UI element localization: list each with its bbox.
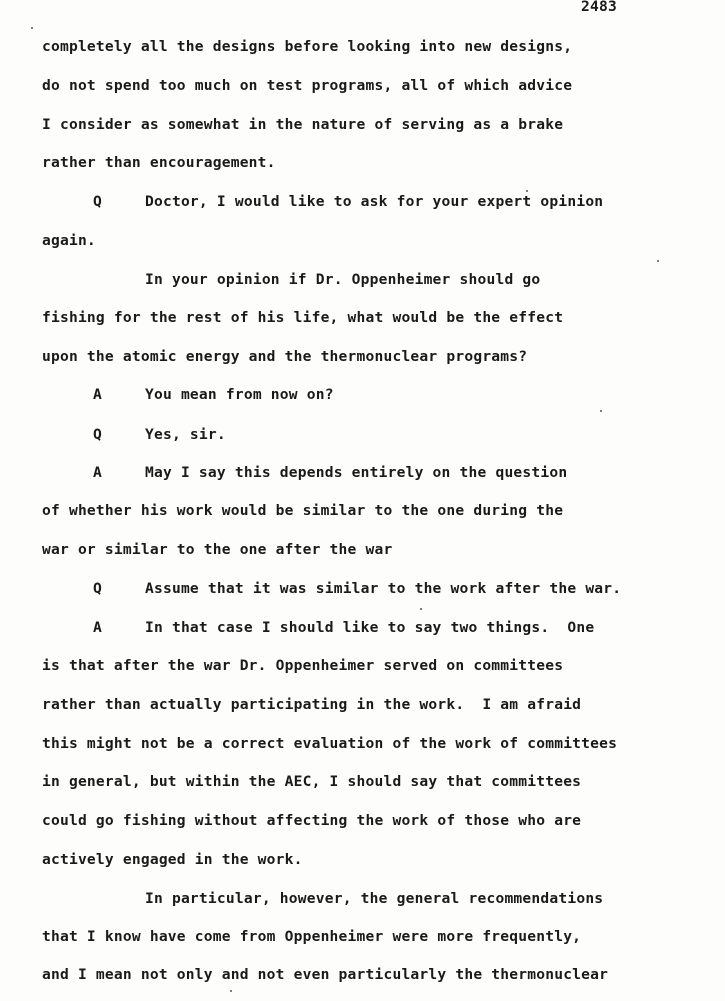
speaker-label-a: A: [93, 386, 102, 403]
scan-speck: [600, 410, 602, 412]
text-line: rather than encouragement.: [42, 154, 276, 171]
text-line: this might not be a correct evaluation of the work of committees: [42, 735, 618, 752]
text-line: could go fishing without affecting the work of those who are: [42, 812, 582, 829]
question-text: Yes, sir.: [145, 426, 226, 443]
answer-text: May I say this depends entirely on the question: [145, 464, 568, 481]
text-line: and I mean not only and not even particularly the thermonuclear: [42, 966, 609, 983]
text-line: again.: [42, 232, 96, 249]
answer-text: You mean from now on?: [145, 386, 334, 403]
text-line: upon the atomic energy and the thermonuclear programs?: [42, 348, 528, 365]
text-line: in general, but within the AEC, I should say that committees: [42, 773, 582, 790]
text-line: war or similar to the one after the war: [42, 541, 393, 558]
text-line: that I know have come from Oppenheimer were more frequently,: [42, 928, 582, 945]
text-line: completely all the designs before looking into new designs,: [42, 38, 573, 55]
text-line: do not spend too much on test programs, all of which advice: [42, 77, 573, 94]
paragraph-line: In particular, however, the general recommendations: [145, 890, 604, 907]
speaker-label-a: A: [93, 619, 102, 636]
text-line: of whether his work would be similar to the one during the: [42, 502, 564, 519]
text-line: actively engaged in the work.: [42, 851, 303, 868]
speaker-label-q: Q: [93, 193, 102, 210]
speaker-label-q: Q: [93, 580, 102, 597]
text-line: I consider as somewhat in the nature of serving as a brake: [42, 116, 564, 133]
speaker-label-q: Q: [93, 426, 102, 443]
speaker-label-a: A: [93, 464, 102, 481]
text-line: rather than actually participating in the work. I am afraid: [42, 696, 582, 713]
scan-speck: [420, 608, 422, 610]
question-text: Assume that it was similar to the work after the war.: [145, 580, 622, 597]
scan-speck: [526, 190, 528, 192]
scan-speck: [31, 27, 33, 29]
text-line: is that after the war Dr. Oppenheimer served on committees: [42, 657, 564, 674]
page-number: 2483: [581, 0, 617, 15]
paragraph-line: In your opinion if Dr. Oppenheimer should go: [145, 271, 541, 288]
scan-speck: [230, 990, 232, 992]
text-line: fishing for the rest of his life, what would be the effect: [42, 309, 564, 326]
scan-speck: [657, 260, 659, 262]
question-text: Doctor, I would like to ask for your expert opinion: [145, 193, 604, 210]
answer-text: In that case I should like to say two things. One: [145, 619, 595, 636]
